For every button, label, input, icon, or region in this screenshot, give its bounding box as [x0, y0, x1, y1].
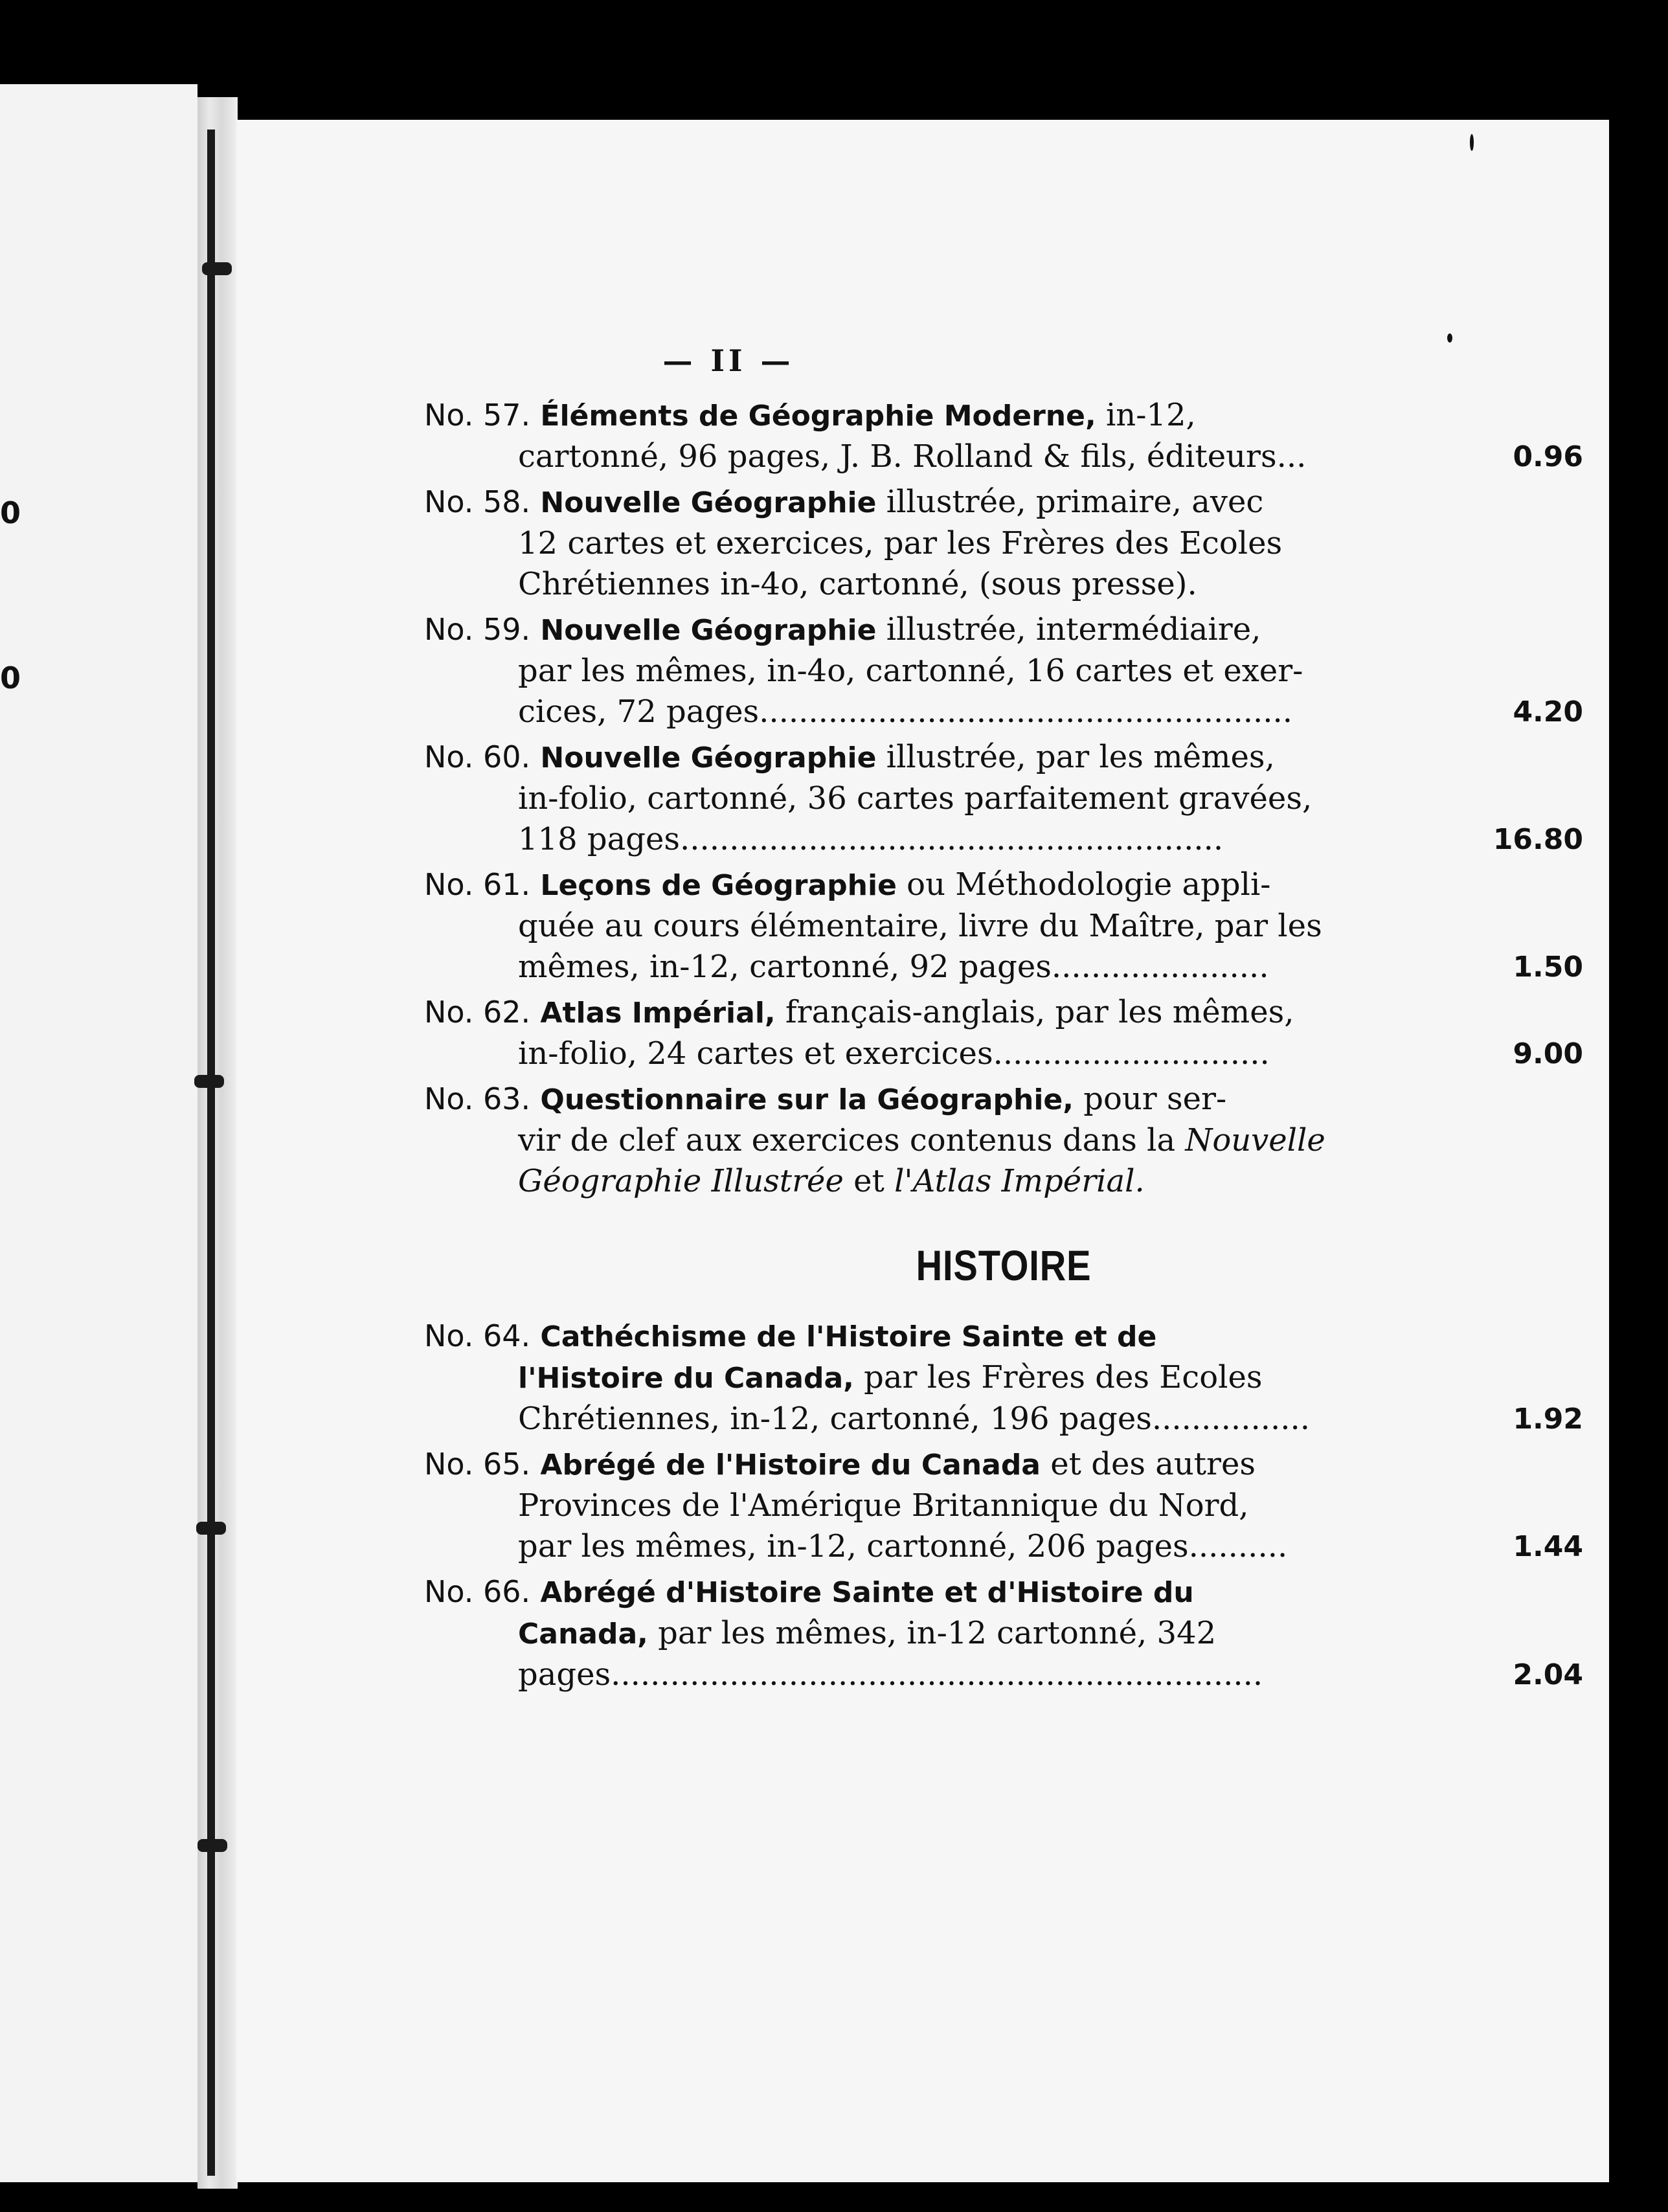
entry-italic-text: l'Atlas Impérial. — [894, 1163, 1145, 1199]
left-page — [0, 84, 197, 2182]
entry-title: Abrégé d'Histoire Sainte et d'Histoire du — [540, 1576, 1194, 1609]
entry-text: et — [843, 1163, 895, 1199]
entry-italic-text: Nouvelle — [1185, 1122, 1325, 1158]
entry-text: Chrétiennes, in-12, cartonné, 196 pages................ — [518, 1401, 1310, 1437]
catalog-entry — [424, 737, 1583, 860]
entry-italic-text: Géographie Illustrée — [518, 1163, 844, 1199]
binding-stitch — [197, 1839, 227, 1852]
binding-stitch — [202, 262, 232, 275]
entry-title: Éléments de Géographie Moderne, — [540, 400, 1096, 433]
entry-price: 9.00 — [1513, 1037, 1583, 1070]
entry-title: Questionnaire sur la Géographie, — [540, 1083, 1074, 1116]
entry-number: No. 60. — [424, 739, 531, 774]
catalog-entry — [424, 1079, 1583, 1202]
catalog-entry — [424, 992, 1583, 1074]
entry-text: Chrétiennes in-4o, cartonné, (sous presse). — [518, 566, 1197, 602]
catalog-entry — [424, 1572, 1583, 1695]
left-page-fragment: 0 — [0, 660, 21, 695]
entry-price: 4.20 — [1513, 695, 1583, 728]
catalog-content — [424, 395, 1583, 1700]
catalog-entry — [424, 609, 1583, 732]
binding-stitch — [196, 1522, 226, 1535]
entry-title: Canada, — [518, 1618, 648, 1651]
entry-title: Leçons de Géographie — [540, 869, 897, 902]
book-gutter — [197, 97, 238, 2189]
catalog-entry — [424, 864, 1583, 988]
entry-text: 12 cartes et exercices, par les Frères des Ecoles — [518, 525, 1283, 561]
entry-text: Provinces de l'Amérique Britannique du Nord, — [518, 1487, 1249, 1524]
entry-text: par les mêmes, in-4o, cartonné, 16 cartes et exer- — [518, 653, 1303, 689]
entry-text: par les Frères des Ecoles — [853, 1359, 1263, 1395]
page-number: — II — — [662, 343, 795, 378]
entry-text: illustrée, primaire, avec — [876, 484, 1264, 520]
catalog-entry — [424, 482, 1583, 605]
entry-title: Abrégé de l'Histoire du Canada — [540, 1449, 1041, 1482]
entry-text: et des autres — [1041, 1446, 1256, 1482]
entry-number: No. 62. — [424, 995, 531, 1030]
entry-text: pages.................................................................. — [518, 1656, 1263, 1693]
entry-text: par les mêmes, in-12 cartonné, 342 — [648, 1615, 1217, 1651]
entry-text: 118 pages....................................................... — [518, 821, 1224, 857]
entry-text: illustrée, par les mêmes, — [876, 739, 1275, 775]
ink-speck — [1470, 134, 1474, 151]
section-heading: HISTOIRE — [916, 1241, 1092, 1289]
entry-number: No. 66. — [424, 1574, 531, 1609]
book-page — [236, 120, 1609, 2182]
entry-number: No. 59. — [424, 612, 531, 647]
entry-text: in-folio, cartonné, 36 cartes parfaitement gravées, — [518, 780, 1313, 817]
entry-text: vir de clef aux exercices contenus dans la — [518, 1122, 1176, 1158]
entry-title: Nouvelle Géographie — [540, 741, 877, 774]
entry-title: l'Histoire du Canada, — [518, 1362, 854, 1395]
entry-text: par les mêmes, in-12, cartonné, 206 pages.......... — [518, 1528, 1288, 1564]
entry-price: 2.04 — [1513, 1658, 1583, 1691]
entry-title: Nouvelle Géographie — [540, 486, 877, 519]
entry-number: No. 64. — [424, 1318, 531, 1353]
entry-text: in-folio, 24 cartes et exercices............................ — [518, 1035, 1270, 1072]
entry-title: Nouvelle Géographie — [540, 614, 877, 647]
binding-stitch — [194, 1075, 224, 1088]
entry-number: No. 57. — [424, 398, 531, 433]
catalog-entry — [424, 395, 1583, 477]
binding-thread — [207, 130, 215, 2176]
entry-price: 1.44 — [1513, 1530, 1583, 1563]
entry-text: cices, 72 pages...................................................... — [518, 694, 1293, 730]
entry-price: 1.92 — [1513, 1403, 1583, 1436]
entry-number: No. 65. — [424, 1447, 531, 1482]
entry-text: quée au cours élémentaire, livre du Maître, par les — [518, 908, 1322, 944]
entry-text: illustrée, intermédiaire, — [876, 611, 1261, 648]
entry-price: 1.50 — [1513, 951, 1583, 984]
entry-text: cartonné, 96 pages, J. B. Rolland & fils, éditeurs... — [518, 438, 1307, 475]
entry-title: Cathéchisme de l'Histoire Sainte et de — [540, 1320, 1157, 1353]
entry-text: français-anglais, par les mêmes, — [775, 994, 1294, 1030]
entry-number: No. 58. — [424, 484, 531, 519]
entry-text: in-12, — [1096, 397, 1196, 433]
left-page-fragment: 0 — [0, 495, 21, 530]
entry-number: No. 63. — [424, 1081, 531, 1116]
entry-title: Atlas Impérial, — [540, 997, 776, 1030]
ink-speck — [1447, 333, 1452, 343]
catalog-entry — [424, 1316, 1583, 1439]
entry-price: 0.96 — [1513, 440, 1583, 473]
entry-number: No. 61. — [424, 867, 531, 902]
catalog-entry — [424, 1444, 1583, 1567]
entry-text: ou Méthodologie appli- — [896, 866, 1271, 903]
entry-price: 16.80 — [1493, 823, 1583, 856]
entry-text: pour ser- — [1073, 1081, 1227, 1117]
entry-text: mêmes, in-12, cartonné, 92 pages...................... — [518, 949, 1269, 985]
